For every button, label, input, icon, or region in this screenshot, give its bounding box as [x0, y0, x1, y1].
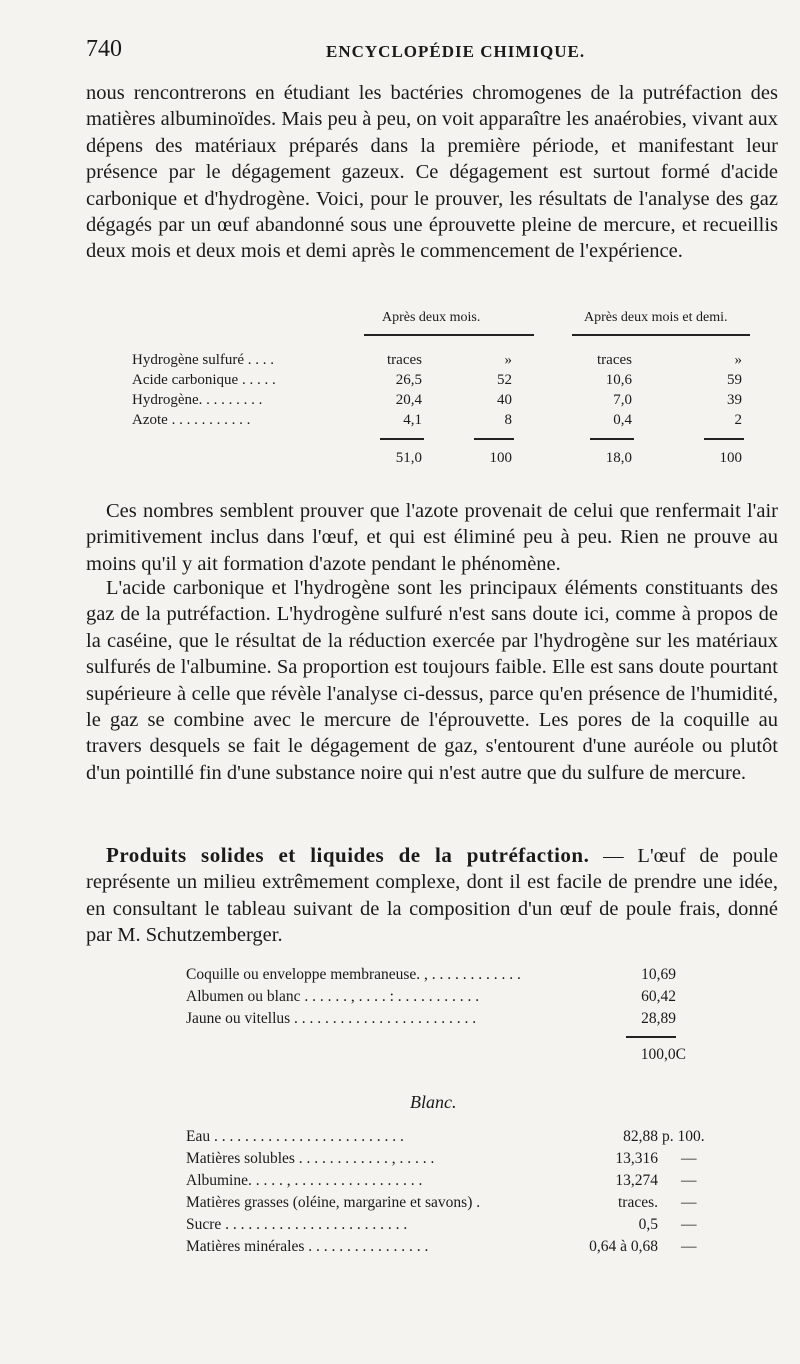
row-value: 82,88	[623, 1128, 658, 1145]
table-row	[186, 988, 706, 1010]
cell: »	[504, 352, 512, 368]
cell: 39	[727, 392, 742, 408]
row-label: Jaune ou vitellus . . . . . . . . . . . . . . . . . . . . . . . .	[186, 1010, 477, 1027]
column-header-two-and-half-months: Après deux mois et demi.	[584, 310, 728, 325]
total-row	[186, 1046, 706, 1068]
row-label: Sucre . . . . . . . . . . . . . . . . . . . . . . . .	[186, 1216, 408, 1233]
total-row	[132, 450, 752, 470]
page-number: 740	[86, 36, 122, 62]
row-unit: —	[681, 1216, 697, 1233]
table-row	[132, 352, 752, 372]
row-unit: —	[681, 1194, 697, 1211]
row-label: Acide carbonique . . . . .	[132, 372, 276, 388]
table-row	[186, 1010, 706, 1032]
cell: 20,4	[395, 392, 422, 408]
total-cell: 18,0	[605, 450, 632, 466]
table-row	[186, 1128, 706, 1150]
row-label: Hydrogène. . . . . . . . .	[132, 392, 263, 408]
table-row	[186, 1238, 706, 1260]
total-rule	[590, 438, 634, 440]
total-cell: 100	[719, 450, 742, 466]
row-value: 60,42	[641, 988, 676, 1005]
row-label: Matières solubles . . . . . . . . . . . . , . . . . .	[186, 1150, 435, 1167]
row-unit: —	[681, 1172, 697, 1189]
row-value: traces.	[617, 1194, 658, 1211]
section-text: — L'œuf de poule représente un milieu extrêmement complexe, dont il est facile de prendre une idée, en consultant le tableau suivant de la composition d'un œuf de poule frais, donné par M. Schutzemberger.	[86, 845, 778, 947]
table-row	[132, 412, 752, 432]
total-cell: 100	[489, 450, 512, 466]
row-label: Azote . . . . . . . . . . .	[132, 412, 251, 428]
paragraph-products	[86, 842, 778, 949]
cell: 7,0	[613, 392, 632, 408]
row-label: Albumine. . . . . , . . . . . . . . . . . . . . . . .	[186, 1172, 423, 1189]
table-row	[132, 372, 752, 392]
table-row	[186, 1172, 706, 1194]
cell: 0,4	[613, 412, 632, 428]
cell: 4,1	[403, 412, 422, 428]
page-header	[86, 36, 786, 66]
cell: 26,5	[395, 372, 422, 388]
column-header-two-months: Après deux mois.	[382, 310, 481, 325]
row-value: 0,64 à 0,68	[589, 1238, 658, 1255]
total-value: 100,0C	[640, 1046, 686, 1063]
cell: 52	[497, 372, 512, 388]
row-value: 10,69	[641, 966, 676, 983]
cell: 2	[734, 412, 742, 428]
row-value: 13,316	[615, 1150, 658, 1167]
cell: 10,6	[605, 372, 632, 388]
row-value: 0,5	[638, 1216, 658, 1233]
row-label: Coquille ou enveloppe membraneuse. , . . . . . . . . . . . .	[186, 966, 521, 983]
cell: 40	[497, 392, 512, 408]
cell: 8	[504, 412, 512, 428]
row-value: 13,274	[615, 1172, 658, 1189]
total-rule	[626, 1036, 676, 1038]
row-label: Albumen ou blanc . . . . . . , . . . . : . . . . . . . . . . .	[186, 988, 480, 1005]
row-label: Matières grasses (oléine, margarine et savons) .	[186, 1194, 481, 1211]
running-title: ENCYCLOPÉDIE CHIMIQUE.	[326, 42, 586, 61]
cell: traces	[387, 352, 422, 368]
table-row	[186, 966, 706, 988]
row-label: Matières minérales . . . . . . . . . . . . . . . .	[186, 1238, 429, 1255]
table-row	[186, 1150, 706, 1172]
paragraph-intro: nous rencontrerons en étudiant les bactéries chromogenes de la putréfaction des matières albuminoïdes. Mais peu à peu, on voit apparaître les anaérobies, vivant aux dépens des matériaux préparés dans la première période, et manifestant leur présence par le dégagement gazeux. Ce dégagement est surtout formé d'acide carbonique et d'hydrogène. Voici, pour le prouver, les résultats de l'analyse des gaz dégagés par un œuf abandonné sous une éprouvette pleine de mercure, et recueillis deux mois et deux mois et demi après le commencement de l'expérience.	[86, 82, 778, 263]
table-row	[186, 1216, 706, 1238]
table-row	[186, 1194, 706, 1216]
header-rule	[572, 334, 750, 336]
row-label: Hydrogène sulfuré . . . .	[132, 352, 275, 368]
total-cell: 51,0	[395, 450, 422, 466]
total-rule	[704, 438, 744, 440]
row-label: Eau . . . . . . . . . . . . . . . . . . . . . . . . .	[186, 1128, 404, 1145]
paragraph-gases: L'acide carbonique et l'hydrogène sont les principaux éléments constituants des gaz de la putréfaction. L'hydrogène sulfuré n'est sans doute ici, comme à propos de la caséine, que le résultat de la réduction exercée par l'hydrogène sur les matériaux sulfurés de l'albumine. Sa proportion est toujours faible. Elle est sans doute pourtant supérieure à celle que révèle l'analyse ci-dessus, parce qu'en présence de l'humidité, le gaz se combine avec le mercure de l'éprouvette. Les pores de la coquille au travers desquels se fait le dégagement de gaz, s'entourent d'une auréole ou plutôt d'un pointillé fin d'une substance noire qui n'est autre que du sulfure de mercure.	[86, 577, 778, 784]
cell: 59	[727, 372, 742, 388]
row-unit: —	[681, 1238, 697, 1255]
row-unit: p. 100.	[662, 1128, 705, 1145]
cell: traces	[597, 352, 632, 368]
paragraph-azote: Ces nombres semblent prouver que l'azote provenait de celui que renfermait l'air primitivement inclus dans l'œuf, et qui est éliminé peu à peu. Rien ne prouve au moins qu'il y ait formation d'azote pendant le phénomène.	[86, 500, 778, 575]
row-value: 28,89	[641, 1010, 676, 1027]
total-rule	[380, 438, 424, 440]
blanc-title: Blanc.	[410, 1092, 457, 1112]
total-rule	[474, 438, 514, 440]
section-heading: Produits solides et liquides de la putréfaction.	[106, 843, 590, 867]
cell: »	[734, 352, 742, 368]
header-rule	[364, 334, 534, 336]
row-unit: —	[681, 1150, 697, 1167]
table-row	[132, 392, 752, 412]
